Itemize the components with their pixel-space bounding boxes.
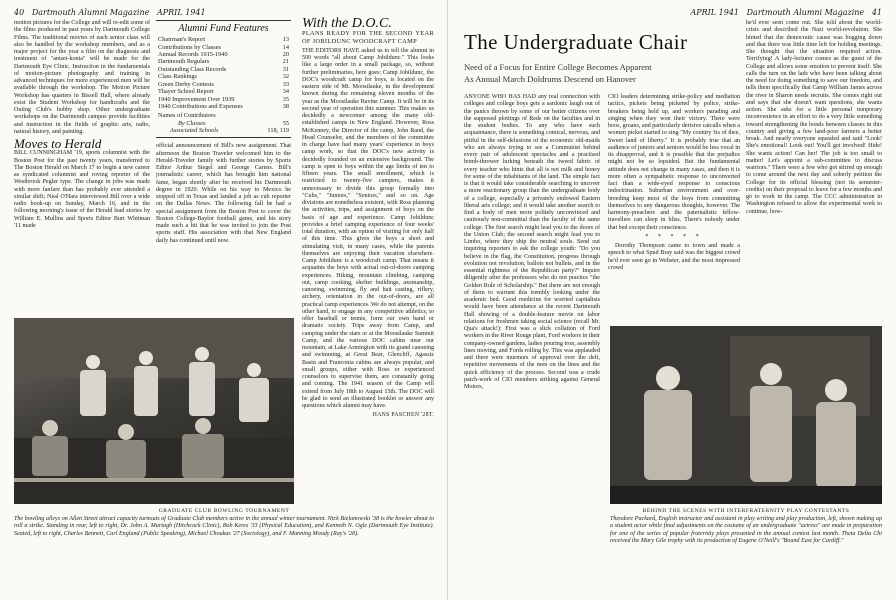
toc-row[interactable] — [158, 127, 289, 134]
article-subtitle-2: As Annual March Doldrums Descend on Hanover — [464, 74, 636, 84]
toc-label: Chairman's Report — [158, 36, 206, 44]
page-number: 40 — [14, 8, 25, 17]
undergrad-text-2: CIO leaders determining strike-policy and mediation tactics, pickets being picketed by police, strike-breakers being held up, and workers parading and singing when they won their victory. There were boos, groans, and particularly derisive catcalls when a women picket started to sing "My country 'tis of thee, Sweet land of liberty." It is probably true that an audience of juniors and seniors would be less vocal in its disapproval, and it is possible that the prejudice might not be so lopsided. But the fundamental attitude does not change in many cases, and then it is more often a sympathetic response to unconverted fact than a wide-eyed response to conscious indoctrination. Suburban environment and over-breeding keep most of the boys from committing themselves to any dangerous thoughts, however. The harmony-preachers and the paternalistic fellow-travellers can sleep in bliss. There's nobody under that bed except their conscience. — [608, 94, 740, 231]
play-photo-caption — [610, 508, 882, 545]
toc-row[interactable] — [158, 96, 289, 103]
undergrad-text-4: he'd ever seen come out. She told about the world-crisis and described the Nazi world-revolution. She hinted that the democratic cause was bogging down and that there was little time left for holding meetings. She thought that the situation required action. Terrifying! A lady-lecturer comes as the guest of the College and allows some emotion to prevent itself. She calls the turn on the lads who have been talking about the need for doing something to save our freedom, and tells them specifically that Camp William James across the river in Sharon needs recruits. She comes right out and says that she doesn't want questions, she wants action. She asks for a little personal temporary inconvenience in an effort to do a very little something toward strengthening the bonds between classes in this country and giving a few land-poor farmers a better break. And nearly everyone squealed and said "Look! She's emotional! Look out! You'll get involved! Hide! She wants action! Can her! The job is too small to matter! Let's appoint a sub-committee to discuss warriors." There were a few who got stirred up enough to come around the next day and soberly petition the College for its official blessing (not its semester-credits) on their proposal to leave for a few months and go to work in the camp. The CCC administration in Washington refused to allow the experimental work to continue, how- — [746, 20, 882, 215]
caption-text: Theodore Packard, English instructor and assistant in play writing and play production, left, shown making up a student actor while final adjustments on the costume of an undergraduate "actress" are made in preparation for one of the series of popular fraternity plays presented in the annual contest last month. Theta Delta Chi received the Mary Gile trophy with its production of Eugene O'Neill's "Bound East for Cardiff." — [610, 516, 882, 544]
moves-to-herald-title: Moves to Herald — [14, 136, 102, 151]
article-subtitle-1: Need of a Focus for Entire College Becomes Apparent — [464, 62, 652, 72]
left-column-2 — [156, 20, 291, 247]
undergrad-text-1: ANYONE WHO HAS HAD any real connection with colleges and college boys gets a sardonic laugh out of the panics thrown by some of our better citizens over the supposed plottings of Reds on the faculties and in the student bodies. To any who have such acquaintance, there is something comical, nervous, and pitiful in the self-delusions of the economic old-maids who are always trying to see a Communist behind every pair of adolescent spectacles and a practised bomb-thrower lurking beneath the tweed fabric of every teacher who hints that all is not milk and honey for some of the inhabitants of the land. The simple fact is that it would take considerable searching to uncover a more reactionary group than the undergraduate body of a college, especially a privately endowed Eastern liberal arts college; and it would take another search to find a body of men more politely unconvinced and cautiously non-committal than the faculty of the same college. The first search might lead you to the doors of the Union Club; the second search might lead you to Limbo, where they ship the neutral souls. Send out inquiring reporters to ask the college youth: "Do you believe in the flag, the Constitution, progress through evolution not revolution, ballots not bullets, and in the essential rightness of the Republican party?" Inquire diligently after the professors who do not practice "the Golden Rule of Scholarship." But there are not enough of them to warrant this trembly looking under the academic bed. Good medicine for worried capitalists would have been attendance at the recent Dartmouth Hall showing of a double-feature movie on labor relations for freshmen taking social science (recall Mr. Qua's attack!): First was a slick collation of Ford workers in the River Rouge plant, Ford workers in their company-owned gardens, ladies pouring iron, assembly lines moving, and Fords rolling by. This was applauded and there were murmurs of approval over the deft, repetitive movements of the men on the lines and the quick efficiency of the process. Second was a crude patch-work of CIO members striking against General Motors, — [464, 94, 600, 390]
toc-page: 32 — [282, 73, 289, 81]
right-page — [448, 0, 896, 600]
play-photo-illustration — [610, 326, 882, 504]
caption-title: GRADUATE CLUB BOWLING TOURNAMENT — [158, 508, 290, 514]
doc-signature: HANS PASCHEN '28T. — [372, 412, 434, 419]
magazine-title: Dartmouth Alumni Magazine — [746, 8, 865, 17]
right-column-1 — [464, 94, 600, 393]
toc-row[interactable] — [158, 73, 289, 80]
toc-row[interactable] — [158, 88, 289, 95]
toc-label: Green Derby Contests — [158, 80, 214, 88]
doc-article-text: THE EDITORS HAVE asked us to tell the alumni in 500 words "all about Camp Jobildunc." This looks like a large order in a small package, so, without further preliminaries, here goes: Camp Jobildunc, the DOC's woodcraft camp for boys, is located on the eastern side of Mt. Moosilauke, in the development known during the remaining eleven months of the year as the Moosilauke Ravine Camp. It will be in its second year of operation this summer. This makes us decidedly a newcomer among the many old-established camps in New England. However, Ross McKenney, the Director of the camp, John Rand, the Head Counselor, and the members of the committee in charge have had many years' experience in boys camp work, so that the DOC's new activity is decidedly founded on an extensive background. The camp is open to boys within the age limits of ten to fifteen years. The small enrollment, which is restricted to twenty-five campers, makes it unnecessary to divide this group formally into "Cubs," "Juniors," "Seniors," and so on. Age divisions are nonetheless existent, with Ross planning the activities, trips, and assignment of boys on the basis of age and experience. Camp Jobildunc provides a brief camping experience of four weeks' total duration, with an option of visiting for only half of this time. This gives the boys a short and stimulating visit, in many cases, while the parents themselves are enjoying their vacation elsewhere. Camp Jobildunc is a woodcraft camp. That means it acquaints the boys with actual out-of-doors camping experiences. Hiking, mountain climbing, camping out, camp cooking, shelter buildings, axemanship, canoeing, swimming, fly and bait casting, riflery, archery, orientation in the out-of-doors, are all practical camp experiences. We do not attempt, on the other hand, to engage in any competitive athletics, to offer baseball or tennis, form our own band or dramatic society. Trips away from Camp, and camping under the stars or at the Moosilauke Summit Camp, and the various DOC cabins near our mountain, at Lake Armington with its grand canoeing and swimming, at Great Bear, Glencliff, Agassiz Basin and Franconia cabins are always popular, and small groups, either with Ross or experienced counselors to supervise them, are constantly going and coming. The 1941 season of the Camp will extend from July 18th to August 15th. The DOC will be glad to send an illustrated booklet or answer any questions which alumni may have. — [302, 47, 434, 409]
toc-label: 1940 Contributions and Expenses — [158, 102, 243, 110]
toc-label: Contributions by Classes — [158, 43, 221, 51]
caption-text: The bowling alleys on Allen Street attract capacity turnouts of Graduate Club members active in the annual winter tournament. Nick Bielanowski '38 is the bowler about to roll a strike. Standing in rear, left to right, Dr. John A. Murtagh (Hitchcock Clinic), Bob Keres '33 (Physical Education), and Kenneth N. Ogle (Dartmouth Eye Institute). Seated, left to right, Charles Bennett, Carl England (Public Speaking), Michael Choukas '27 (Sociology), and F. Manning Moody (Ray's '28). — [14, 516, 434, 537]
magazine-title: Dartmouth Alumni Magazine — [31, 8, 150, 17]
motion-picture-text: motion pictures for the College and will re-edit some of the films produced in past years by Dartmouth College Films. The traditional movies of each senior class will also be handled by the workshop members, and as a major project for the year a film on the diagnosis and treatment of "anisei-konia" will be made for the Dartmouth Eye Clinic. Instruction in the fundamentals of motion-picture photography and training in advanced techniques for more experienced men will be available through the workshop. The Motion Picture Workshop has quarters in Bissell Hall, where already exist the Student Workshop for handicrafts and the Outing Club's hobby shop. Other undergraduate workshops on the Dartmouth campus provide facilities and instruction in the fields of graphic arts, radio, natural history, and painting. — [14, 20, 150, 135]
page-number: 41 — [871, 8, 882, 17]
right-column-3 — [746, 20, 882, 218]
article-title: The Undergraduate Chair — [464, 30, 688, 54]
issue-date: APRIL 1941 — [690, 8, 739, 17]
toc-row[interactable] — [158, 58, 289, 65]
caption-title: BEHIND THE SCENES WITH INTERFRATERNITY PLAY CONTESTANTS — [642, 508, 850, 514]
moves-to-herald-text: BILL CUNNINGHAM '19, sports columnist with the Boston Post for the past twenty years, transferred to The Boston Herald on March 17 to begin a new career as syndicated columnist and roving reporter of the Westbrook Pegler type. The change in jobs was made with more fanfare than has probably ever attended a similar shift; Neal O'Hara interviewed Bill over a wide radio hook-up on Sunday, March 16, and in the following morning's issue of the Herald lead stories by William E. Mullins and Sports Editor Burt Whitman '11 made — [14, 150, 150, 229]
toc-page: 20 — [282, 51, 289, 59]
toc-page: 31 — [282, 65, 289, 73]
names-of-contributors-heading: Names of Contributors — [158, 112, 216, 120]
section-break: * * * * * — [645, 233, 703, 240]
toc-page: 118, 119 — [267, 126, 289, 134]
toc-row[interactable] — [158, 51, 289, 58]
doc-section-title: With the D.O.C. — [302, 16, 392, 31]
toc-label: Dartmouth Regulars — [158, 58, 210, 66]
right-column-2 — [608, 94, 740, 274]
contributors-list — [158, 120, 289, 135]
play-contestants-photo — [610, 326, 882, 504]
toc-row[interactable] — [158, 44, 289, 51]
bowling-tournament-photo — [14, 318, 294, 504]
toc-page: 38 — [282, 102, 289, 110]
article-header — [464, 30, 744, 84]
toc-page: 14 — [282, 43, 289, 51]
undergrad-text-3: Dorothy Thompson came to town and made a speech to what Spud Bray said was the biggest crowd he'd ever seen go in Webster, and the most impressed crowd — [608, 243, 740, 271]
alumni-fund-title: Alumni Fund Features — [178, 23, 269, 34]
toc-page: 21 — [282, 58, 289, 66]
toc-page: 55 — [282, 119, 289, 127]
doc-subtitle: PLANS READY FOR THE SECOND YEAR OF JOBILDUNC WOODCRAFT CAMP — [302, 30, 434, 45]
running-header — [14, 8, 206, 17]
alumni-fund-list — [158, 36, 289, 110]
left-column-3 — [302, 16, 434, 420]
alumni-fund-box — [156, 20, 291, 138]
toc-row[interactable] — [158, 120, 289, 127]
toc-row[interactable] — [158, 66, 289, 73]
toc-row[interactable] — [158, 81, 289, 88]
issue-date: APRIL 1941 — [157, 8, 206, 17]
toc-row[interactable] — [158, 103, 289, 110]
cunningham-continued-text: official announcement of Bill's new assignment. That afternoon the Boston Traveler welcomed him to the Herald-Traveler family with further stories by Sports Editor Arthur Siegel and George Carens. Bill's journalistic career, which has brought him national fame, began shortly after he received his Dartmouth degree in 1920. While on his way to Mexico he stopped off in Texas and landed a job as cub reporter on the Dallas News. The following fall he had a special assignment from the Boston Post to cover the Boston College-Baylor football game, and his story made such a hit that he was invited to join the Post sports staff. His association with that New England daily has continued until now. — [156, 143, 291, 244]
toc-label: Annual Records 1915-1940 — [158, 51, 228, 59]
toc-label: 1940 Improvement Over 1939 — [158, 95, 235, 103]
toc-row[interactable] — [158, 36, 289, 43]
toc-label: By Classes — [178, 119, 206, 127]
left-column-1 — [14, 20, 150, 232]
toc-label: Outstanding Class Records — [158, 65, 227, 73]
bowling-photo-caption — [14, 508, 434, 538]
toc-page: 35 — [282, 95, 289, 103]
toc-label: Associated Schools — [170, 126, 219, 134]
toc-page: 13 — [282, 36, 289, 44]
running-header — [690, 8, 882, 17]
toc-page: 34 — [282, 88, 289, 96]
toc-label: Thayer School Report — [158, 88, 214, 96]
toc-label: Class Rankings — [158, 73, 198, 81]
bowling-photo-illustration — [14, 318, 294, 504]
toc-page: 33 — [282, 80, 289, 88]
